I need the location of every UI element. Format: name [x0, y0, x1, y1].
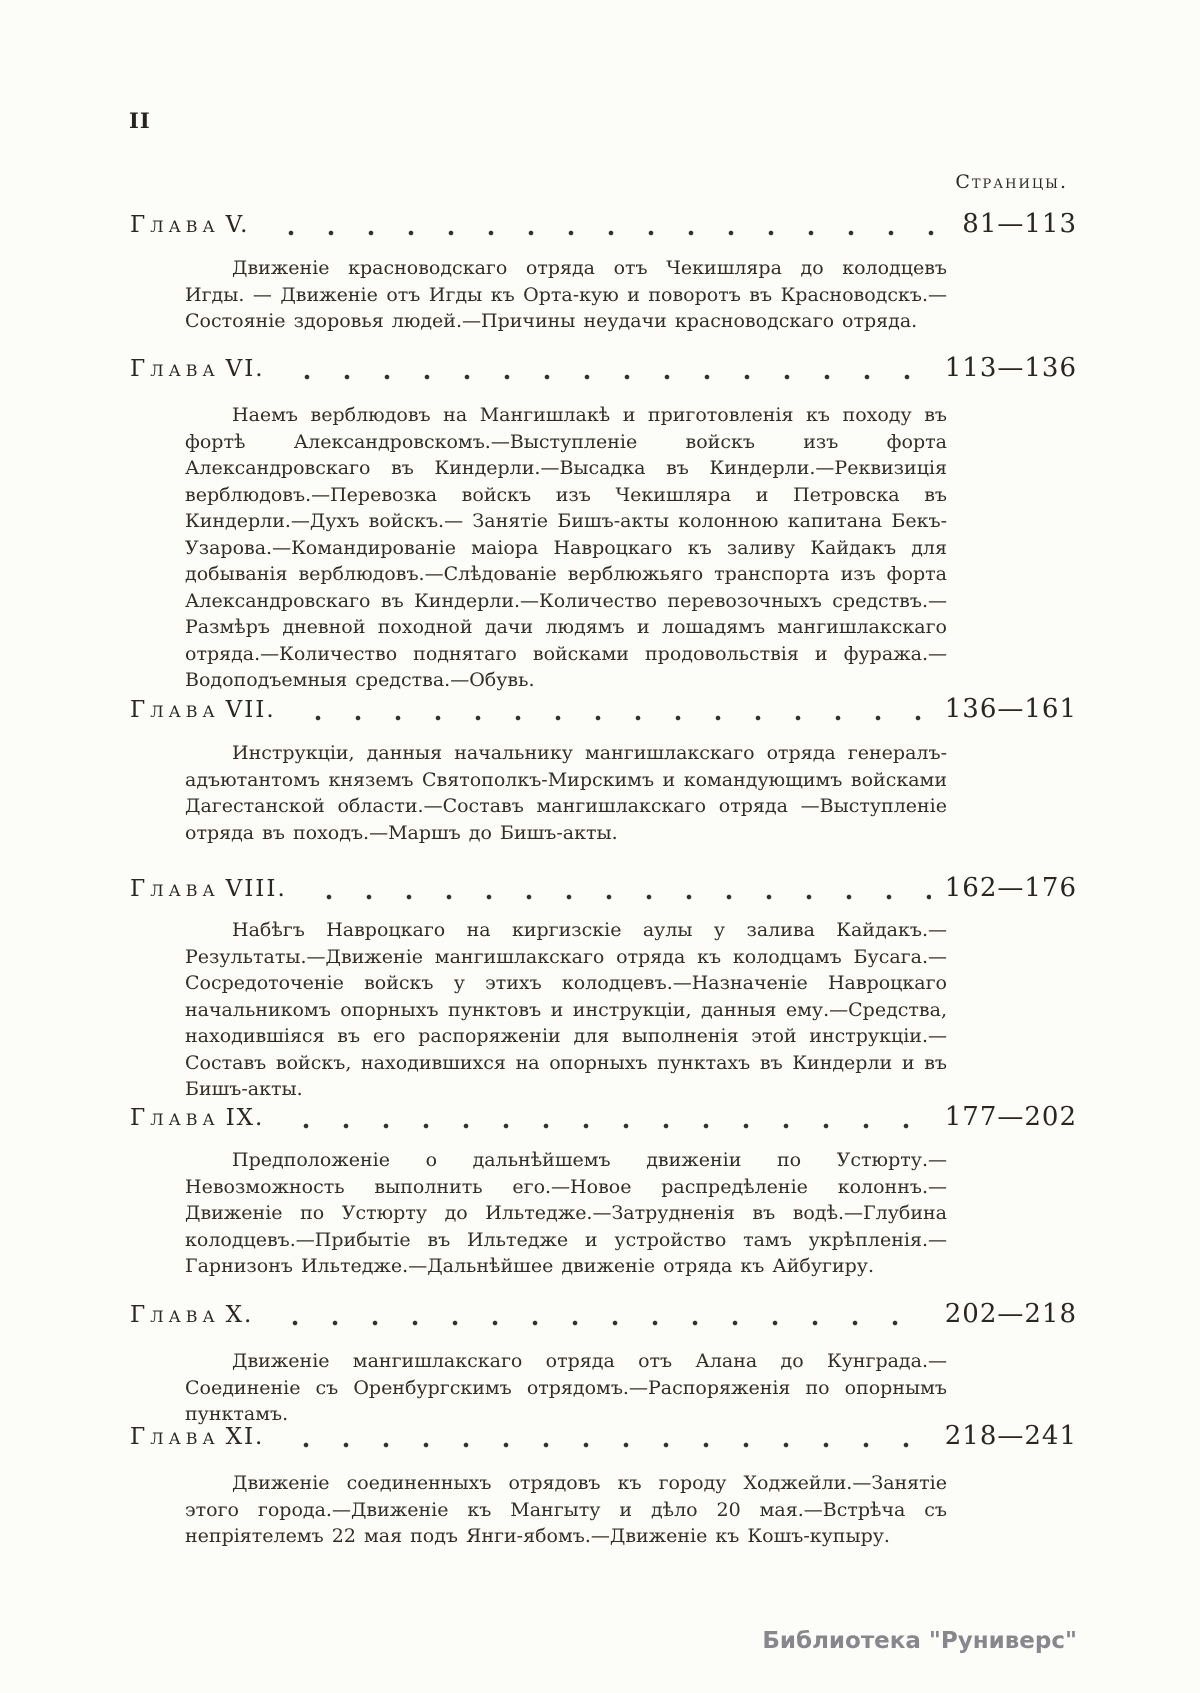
pages-column-header: Страницы. — [955, 171, 1068, 193]
chapter-summary: Инструкціи, данныя начальнику мангишлакскаго отряда генералъ-адъютантомъ княземъ Святополкъ-Мирскимъ и командующимъ войсками Дагестанской области.—Составъ мангишлакскаго отряда —Выступленіе отряда въ походъ.—Маршъ до Бишъ-акты. — [185, 742, 947, 844]
toc-entry-heading — [130, 694, 1077, 728]
dot-leader — [271, 1320, 930, 1326]
chapter-title — [130, 876, 287, 902]
chapter-numeral: X. — [225, 1302, 254, 1328]
chapter-word: Глава — [130, 356, 220, 382]
toc-entry-heading — [130, 1421, 1077, 1455]
chapter-word: Глава — [130, 876, 220, 902]
toc-entry-heading — [130, 873, 1077, 907]
chapter-numeral: XI. — [225, 1424, 265, 1450]
chapter-page-range: 81—113 — [962, 209, 1077, 239]
dot-leader — [282, 1123, 930, 1129]
chapter-word: Глава — [130, 1105, 220, 1131]
chapter-title — [130, 212, 249, 238]
toc-entry-heading — [130, 1102, 1077, 1136]
chapter-numeral: VIII. — [225, 876, 287, 902]
chapter-page-range: 136—161 — [944, 694, 1077, 724]
toc-entry-heading — [130, 353, 1077, 387]
chapter-word: Глава — [130, 697, 220, 723]
chapter-title — [130, 1105, 264, 1131]
chapter-page-range: 218—241 — [944, 1421, 1077, 1451]
chapter-title — [130, 356, 265, 382]
chapter-summary: Движеніе соединенныхъ отрядовъ къ городу Ходжейли.—Занятіе этого города.—Движеніе къ Мангыту и дѣло 20 мая.—Встрѣча съ непріятелемъ 22 мая подъ Янги-ябомъ.—Движеніе къ Кошъ-купыру. — [185, 1472, 947, 1547]
dot-leader — [267, 230, 948, 236]
chapter-summary: Движеніе мангишлакскаго отряда отъ Алана до Кунграда.—Соединеніе съ Оренбургскимъ отрядомъ.—Распоряженія по опорнымъ пунктамъ. — [185, 1350, 947, 1425]
page-number: II — [129, 108, 151, 133]
chapter-title — [130, 1424, 264, 1450]
chapter-numeral: VII. — [225, 697, 276, 723]
chapter-summary: Движеніе красноводскаго отряда отъ Чекишляра до колодцевъ Игды. — Движеніе отъ Игды къ Орта-кую и поворотъ въ Красноводскъ.—Состояніе здоровья людей.—Причины неудачи красноводскаго отряда. — [185, 257, 947, 332]
dot-leader — [305, 894, 931, 900]
toc-entry-heading — [130, 1299, 1077, 1333]
chapter-page-range: 113—136 — [944, 353, 1077, 383]
chapter-numeral: VI. — [225, 356, 265, 382]
chapter-word: Глава — [130, 1302, 220, 1328]
chapter-page-range: 202—218 — [944, 1299, 1077, 1329]
chapter-page-range: 177—202 — [944, 1102, 1077, 1132]
chapter-summary: Набѣгъ Навроцкаго на киргизскіе аулы у залива Кайдакъ.—Результаты.—Движеніе мангишлакскаго отряда къ колодцамъ Бусага.—Сосредоточеніе войскъ у этихъ колодцевъ.—Назначеніе Навроцкаго начальникомъ опорныхъ пунктовъ и инструкціи, данныя ему.—Средства, находившіяся въ его распоряженіи для выполненія этой инструкціи.—Составъ войскъ, находившихся на опорныхъ пунктахъ въ Киндерли и въ Бишъ-акты. — [185, 919, 947, 1100]
toc-entry-heading — [130, 209, 1077, 243]
chapter-summary: Предположеніе о дальнѣйшемъ движеніи по Устюрту.—Невозможность выполнить его.—Новое распредѣленіе колоннъ.—Движеніе по Устюрту до Ильтедже.—Затрудненія въ водѣ.—Глубина колодцевъ.—Прибытіе въ Ильтедже и устройство тамъ укрѣпленія.—Гарнизонъ Ильтедже.—Дальнѣйшее движеніе отряда къ Айбугиру. — [185, 1149, 947, 1277]
chapter-word: Глава — [130, 212, 220, 238]
chapter-numeral: IX. — [225, 1105, 265, 1131]
chapter-title — [130, 697, 276, 723]
dot-leader — [294, 715, 931, 721]
dot-leader — [283, 374, 931, 380]
chapter-title — [130, 1302, 253, 1328]
chapter-word: Глава — [130, 1424, 220, 1450]
dot-leader — [282, 1442, 930, 1448]
library-watermark: Библиотека "Руниверс" — [762, 1628, 1077, 1654]
chapter-numeral: V. — [225, 212, 250, 238]
chapter-summary: Наемъ верблюдовъ на Мангишлакѣ и приготовленія къ походу въ фортѣ Александровскомъ.—Выступленіе войскъ изъ форта Александровскаго въ Киндерли.—Высадка въ Киндерли.—Реквизиція верблюдовъ.—Перевозка войскъ изъ Чекишляра и Петровска въ Киндерли.—Духъ войскъ.— Занятіе Бишъ-акты колонною капитана Бекъ-Узарова.—Командированіе маіора Навроцкаго къ заливу Кайдакъ для добыванія верблюдовъ.—Слѣдованіе верблюжьяго транспорта изъ форта Александровскаго въ Киндерли.—Количество перевозочныхъ средствъ.—Размѣръ дневной походной дачи людямъ и лошадямъ мангишлакскаго отряда.—Количество поднятаго войсками продовольствія и фуража.—Водоподъемныя средства.—Обувь. — [185, 404, 947, 691]
chapter-page-range: 162—176 — [944, 873, 1077, 903]
